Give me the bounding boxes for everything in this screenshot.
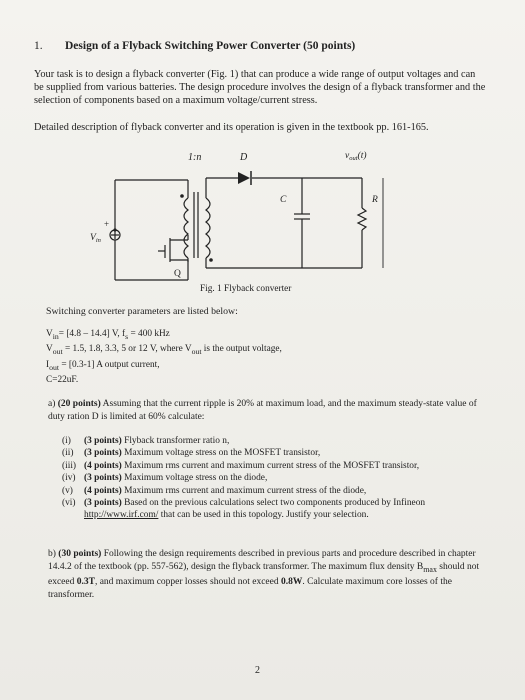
ratio-label: 1:n: [188, 152, 202, 163]
problem-title: Design of a Flyback Switching Power Converter (50 points): [65, 40, 356, 52]
plus-label: +: [104, 219, 110, 229]
param-cap: C=22uF.: [46, 375, 79, 386]
diode-symbol: [238, 172, 250, 184]
params-list: [46, 328, 282, 387]
part-a-item: (iii) (4 points) Maximum rms current and maximum current stress of the MOSFET transistor,: [62, 460, 420, 471]
vout-label: v: [345, 151, 350, 161]
part-b-question: b) (30 points) Following the design requirements described in previous parts and procedure described in chapter 14.4.2 of the textbook (pp. 557-562), design the flyback transformer. The maximum flux density $B_{max}$ should not exceed 0.3T, and maximum copper losses should not exceed 0.8W. Calculate maximum core losses of the transformer.: [48, 549, 480, 600]
svg-text:vout(t): $v_{out}(t)$: [345, 151, 367, 162]
param-vin: $V_{in}= [4.8 - 14.4]$ V, $f_s = 400$ kHz: [46, 329, 170, 341]
intro-paragraph: Your task is to design a flyback converter (Fig. 1) that can produce a wide range of output voltages and can be supplied from various batteries. The design procedure involves the design of a flyback transformer and the selection of components based on a maximum voltage/current stress.: [34, 69, 486, 107]
part-a-items: [62, 435, 492, 522]
flyback-schematic: [70, 140, 390, 300]
vin-label: V: [90, 233, 96, 243]
page-number: 2: [255, 665, 260, 676]
params-intro: Switching converter parameters are listed below:: [46, 306, 238, 317]
part-a-item: (iv) (3 points) Maximum voltage stress on the diode,: [62, 473, 268, 484]
part-a-item: (v) (4 points) Maximum rms current and maximum current stress of the diode,: [62, 485, 367, 496]
description-line: Detailed description of flyback converter and its operation is given in the textbook pp. 161-165.: [34, 122, 429, 133]
part-a-item: (ii) (3 points) Maximum voltage stress on the MOSFET transistor,: [62, 448, 321, 459]
param-iout: $I_{out} = [0.3-1]$ A output current,: [46, 359, 160, 372]
svg-text:Vin: $V_{in}$: [90, 233, 101, 244]
part-a-item: (vi) (3 points) Based on the previous calculations select two components produced by Infineon http://www.irf.com/ that can be used in this topology. Justify your selection.: [62, 498, 426, 521]
problem-number: 1.: [34, 40, 43, 52]
resistor-label: R: [372, 195, 378, 205]
infineon-link[interactable]: http://www.irf.com/: [84, 510, 159, 521]
part-a-item: (i) (3 points) Flyback transformer ratio n,: [62, 436, 230, 446]
capacitor-label: C: [280, 195, 287, 205]
param-vout: $V_{out} = 1.5$, 1.8, 3.3, 5 or 12 V, where $V_{out}$ is the output voltage,: [46, 344, 282, 357]
part-a-question: a) (20 points) Assuming that the current ripple is 20% at maximum load, and the maximum steady-state value of duty ration D is limited at 60% calculate:: [48, 399, 477, 422]
figure-caption: Fig. 1 Flyback converter: [200, 284, 292, 294]
mosfet-label: Q: [174, 269, 181, 279]
diode-label: D: [240, 152, 248, 163]
